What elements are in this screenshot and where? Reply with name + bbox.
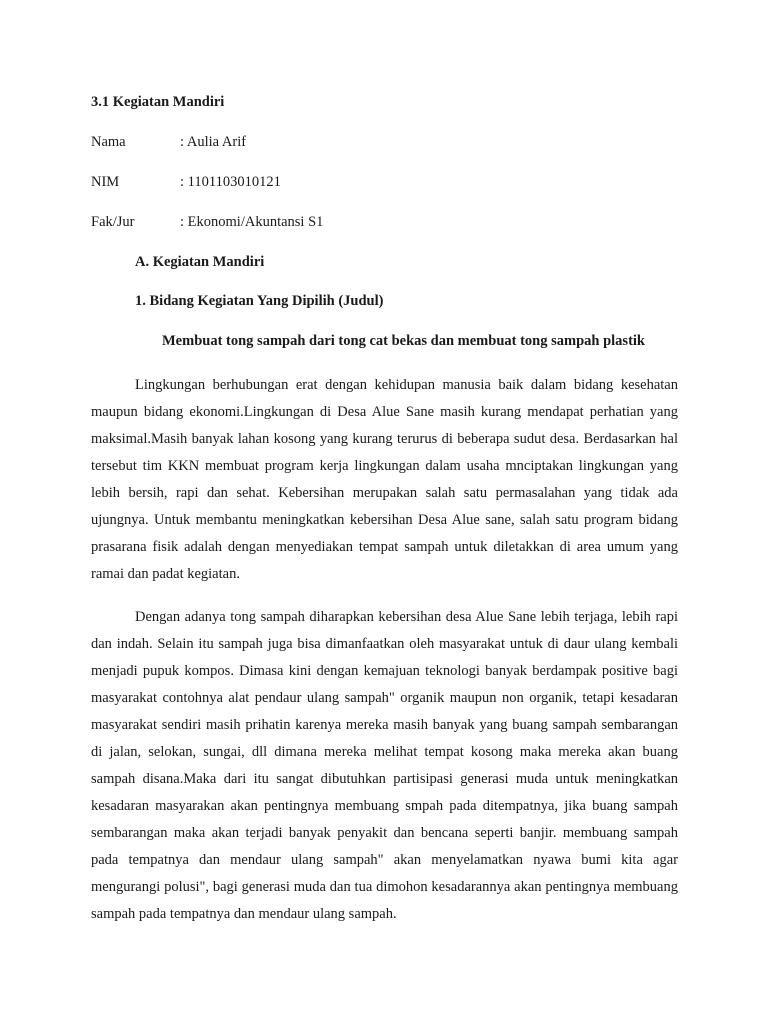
sub-heading-a: A. Kegiatan Mandiri (135, 254, 265, 270)
section-heading: 3.1 Kegiatan Mandiri (91, 94, 225, 110)
identity-value-nim: : 1101103010121 (180, 174, 281, 190)
activity-title: Membuat tong sampah dari tong cat bekas dan membuat tong sampah plastik (162, 333, 645, 349)
identity-value-fakjur: : Ekonomi/Akuntansi S1 (180, 214, 324, 230)
identity-label-nim: NIM (91, 174, 120, 190)
body-paragraph-1: Lingkungan berhubungan erat dengan kehidupan manusia baik dalam bidang kesehatan maupun bidang ekonomi.Lingkungan di Desa Alue Sane masih kurang mendapat perhatian yang maksimal.Masih banyak lahan kosong yang kurang terurus di beberapa sudut desa. Berdasarkan hal tersebut tim KKN membuat program kerja lingkungan dalam usaha mnciptakan lingkungan yang lebih bersih, rapi dan sehat. Kebersihan merupakan salah satu permasalahan yang tidak ada ujungnya. Untuk membantu meningkatkan kebersihan Desa Alue sane, salah satu program bidang prasarana fisik adalah dengan menyediakan tempat sampah untuk diletakkan di area umum yang ramai dan padat kegiatan. (91, 377, 678, 582)
sub-heading-1: 1. Bidang Kegiatan Yang Dipilih (Judul) (135, 293, 384, 309)
identity-value-nama: : Aulia Arif (180, 134, 247, 150)
body-paragraph-2: Dengan adanya tong sampah diharapkan kebersihan desa Alue Sane lebih terjaga, lebih rapi dan indah. Selain itu sampah juga bisa dimanfaatkan oleh masyarakat untuk di daur ulang kembali menjadi pupuk kompos. Dimasa kini dengan kemajuan teknologi banyak berdampak positive bagi masyarakat contohnya alat pendaur ulang sampah" organik maupun non organik, tetapi kesadaran masyarakat sendiri masih prihatin karenya mereka masih banyak yang buang sampah sembarangan di jalan, selokan, sungai, dll dimana mereka melihat tempat kosong maka mereka akan buang sampah disana.Maka dari itu sangat dibutuhkan partisipasi generasi muda untuk meningkatkan kesadaran masyarakan akan pentingnya membuang smpah pada ditempatnya, jika buang sampah sembarangan maka akan terjadi banyak penyakit dan bencana seperti banjir. membuang sampah pada tempatnya dan mendaur ulang sampah" akan menyelamatkan nyawa bumi kita agar mengurangi polusi", bagi generasi muda dan tua dimohon kesadarannya akan pentingnya membuang sampah pada tempatnya dan mendaur ulang sampah. (91, 609, 678, 922)
identity-label-nama: Nama (91, 134, 126, 150)
identity-label-fakjur: Fak/Jur (91, 214, 135, 230)
